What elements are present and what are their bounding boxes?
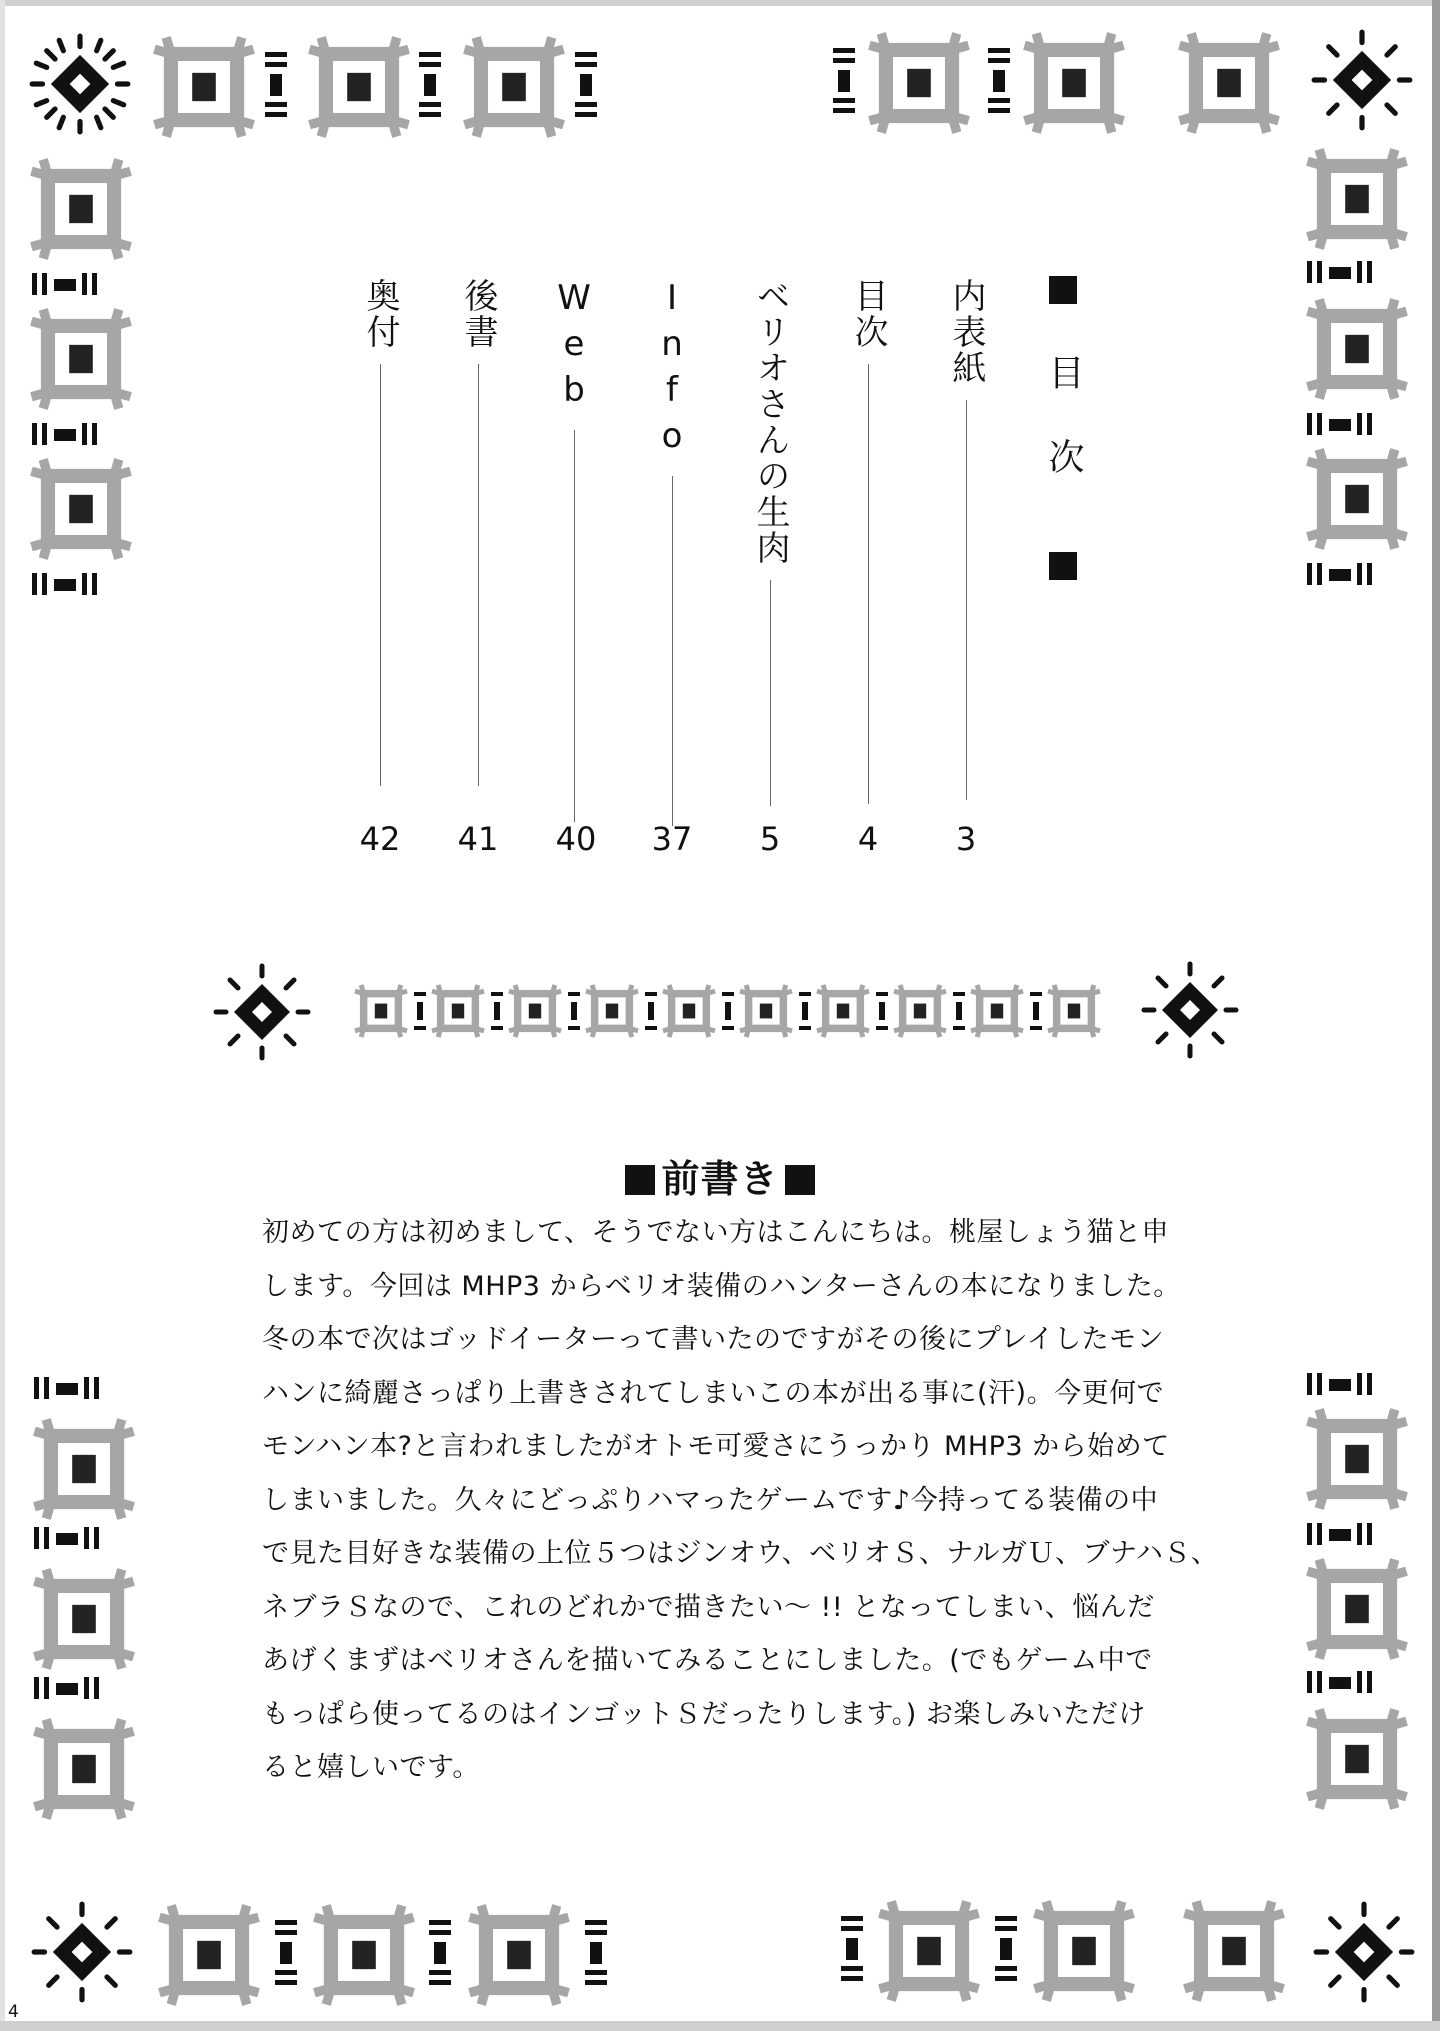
toc-page-number: 40: [555, 820, 597, 858]
frame-tile-ornament: [1170, 24, 1288, 142]
bar-ornament: [272, 1918, 302, 1988]
divider-bar-ornament: [952, 990, 966, 1034]
bar-ornament: [572, 50, 602, 120]
frame-tile-ornament: [22, 450, 140, 568]
frame-tile-ornament: [860, 24, 978, 142]
bar-ornament: [32, 1524, 102, 1554]
foreword-line: 初めての方は初めまして、そうでない方はこんにちは。桃屋しょう猫と申: [262, 1217, 1169, 1248]
toc-heading: [1038, 276, 1088, 580]
toc-leader-line: [478, 364, 479, 786]
bar-ornament: [30, 570, 100, 600]
frame-tile-ornament: [460, 1896, 578, 2014]
bar-ornament: [1305, 410, 1375, 440]
frame-tile-ornament: [455, 28, 573, 146]
sun-diamond-ornament-top-left: [28, 32, 132, 136]
title-square-left: [625, 1165, 655, 1195]
toc-page-number: 42: [359, 820, 401, 858]
divider-tile-ornament: [350, 980, 412, 1042]
frame-tile-ornament: [1298, 290, 1416, 408]
page-number: 4: [8, 2002, 19, 2022]
foreword-line: もっぱら使ってるのはインゴットＳだったりします。) お楽しみいただけ: [262, 1698, 1146, 1730]
bar-ornament: [262, 50, 292, 120]
toc-entry-title: 内表紙: [946, 278, 986, 386]
divider-bar-ornament: [798, 990, 812, 1034]
bar-ornament: [582, 1918, 612, 1988]
frame-tile-ornament: [145, 28, 263, 146]
frame-tile-ornament: [870, 1892, 988, 2010]
frame-tile-ornament: [1025, 1892, 1143, 2010]
divider-bar-ornament: [721, 990, 735, 1034]
divider-tile-ornament: [966, 980, 1028, 1042]
heading-square-bottom: [1049, 552, 1077, 580]
heading-square-top: [1049, 276, 1077, 304]
toc-entry-title: Info: [652, 278, 692, 462]
toc-entry-title: 目次: [848, 278, 888, 350]
divider-bar-ornament: [567, 990, 581, 1034]
frame-tile-ornament: [25, 1560, 143, 1678]
frame-tile-ornament: [1175, 1892, 1293, 2010]
frame-tile-ornament: [1298, 140, 1416, 258]
toc-page-number: 37: [651, 820, 693, 858]
divider-tile-ornament: [581, 980, 643, 1042]
divider-tile-ornament: [658, 980, 720, 1042]
frame-tile-ornament: [1015, 24, 1133, 142]
bar-ornament: [992, 1914, 1022, 1984]
bar-ornament: [1305, 258, 1375, 288]
sun-diamond-ornament-top-right: [1310, 28, 1414, 132]
frame-tile-ornament: [305, 1896, 423, 2014]
foreword-body: [262, 1206, 1219, 1795]
divider-tile-ornament: [504, 980, 566, 1042]
toc-entry: [642, 278, 702, 826]
page-edge-right: [1432, 0, 1440, 2031]
foreword-line: ネブラＳなので、これのどれかで描きたい～ !! となってしまい、悩んだ: [262, 1591, 1155, 1623]
frame-tile-ornament: [1298, 1700, 1416, 1818]
frame-tile-ornament: [1298, 440, 1416, 558]
toc-entry: [350, 278, 410, 786]
toc-entry: [544, 278, 604, 822]
toc-entry-title: Web: [554, 278, 594, 416]
toc-heading-text: 目次: [1043, 354, 1084, 522]
foreword-line: しまいました。久々にどっぷりハマったゲームです♪今持ってる装備の中: [262, 1484, 1159, 1516]
frame-tile-ornament: [22, 300, 140, 418]
toc-page-number: 41: [457, 820, 499, 858]
divider-bar-ornament: [644, 990, 658, 1034]
toc-page-number: 5: [759, 820, 781, 858]
divider-tile-ornament: [1043, 980, 1105, 1042]
bar-ornament: [30, 420, 100, 450]
toc-leader-line: [770, 580, 771, 806]
foreword-line: します。今回は MHP3 からベリオ装備のハンターさんの本になりました。: [262, 1270, 1181, 1302]
page-edge-top: [0, 0, 1440, 6]
foreword-line: で見た目好きな装備の上位５つはジンオウ、ベリオＳ、ナルガＵ、ブナハＳ、: [262, 1538, 1219, 1569]
toc-entry: [448, 278, 508, 786]
divider-tile-ornament: [735, 980, 797, 1042]
toc-leader-line: [672, 476, 673, 826]
foreword-title-text: 前書き: [661, 1157, 779, 1201]
toc-page-number: 4: [857, 820, 879, 858]
frame-tile-ornament: [25, 1410, 143, 1528]
toc-leader-line: [574, 430, 575, 822]
frame-tile-ornament: [1298, 1400, 1416, 1518]
bar-ornament: [32, 1374, 102, 1404]
bar-ornament: [985, 46, 1015, 116]
toc-leader-line: [380, 364, 381, 786]
divider-bar-ornament: [413, 990, 427, 1034]
toc-entry-title: ベリオさんの生肉: [750, 278, 790, 566]
title-square-right: [785, 1165, 815, 1195]
toc-entry-title: 後書: [458, 278, 498, 350]
bar-ornament: [838, 1914, 868, 1984]
divider-tile-ornament: [889, 980, 951, 1042]
page-edge-bottom: [0, 2021, 1440, 2031]
frame-tile-ornament: [300, 28, 418, 146]
sun-diamond-ornament-bottom-right: [1312, 1900, 1416, 2004]
bar-ornament: [1305, 1668, 1375, 1698]
toc-entry-title: 奥付: [360, 278, 400, 350]
bar-ornament: [32, 1674, 102, 1704]
frame-tile-ornament: [25, 1710, 143, 1828]
toc-entry: [740, 278, 800, 806]
toc-page-number: 3: [955, 820, 977, 858]
divider-tile-ornament: [812, 980, 874, 1042]
toc-entry: [936, 278, 996, 800]
foreword-line: 冬の本で次はゴッドイーターって書いたのですがその後にプレイしたモン: [262, 1324, 1165, 1355]
foreword-line: ると嬉しいです。: [262, 1752, 480, 1783]
bar-ornament: [830, 46, 860, 116]
toc-leader-line: [966, 400, 967, 800]
foreword-line: ハンに綺麗さっぱり上書きされてしまいこの本が出る事に(汗)。今更何で: [262, 1377, 1165, 1409]
bar-ornament: [416, 50, 446, 120]
bar-ornament: [1305, 1370, 1375, 1400]
sun-diamond-ornament-divider-right: [1140, 960, 1240, 1060]
foreword-line: あげくまずはベリオさんを描いてみることにしました。(でもゲーム中で: [262, 1645, 1153, 1676]
foreword-title: [0, 1148, 1440, 1203]
bar-ornament: [1305, 560, 1375, 590]
toc-leader-line: [868, 364, 869, 804]
foreword-line: モンハン本?と言われましたがオトモ可愛さにうっかり MHP3 から始めて: [262, 1431, 1170, 1462]
frame-tile-ornament: [1298, 1550, 1416, 1668]
sun-diamond-ornament-bottom-left: [30, 1900, 134, 2004]
bar-ornament: [30, 270, 100, 300]
divider-tile-ornament: [427, 980, 489, 1042]
divider-bar-ornament: [875, 990, 889, 1034]
divider-bar-ornament: [490, 990, 504, 1034]
divider-bar-ornament: [1029, 990, 1043, 1034]
toc-entry: [838, 278, 898, 804]
bar-ornament: [426, 1918, 456, 1988]
frame-tile-ornament: [22, 150, 140, 268]
frame-tile-ornament: [150, 1896, 268, 2014]
sun-diamond-ornament-divider-left: [212, 962, 312, 1062]
page-edge-left: [0, 0, 5, 2031]
bar-ornament: [1305, 1520, 1375, 1550]
